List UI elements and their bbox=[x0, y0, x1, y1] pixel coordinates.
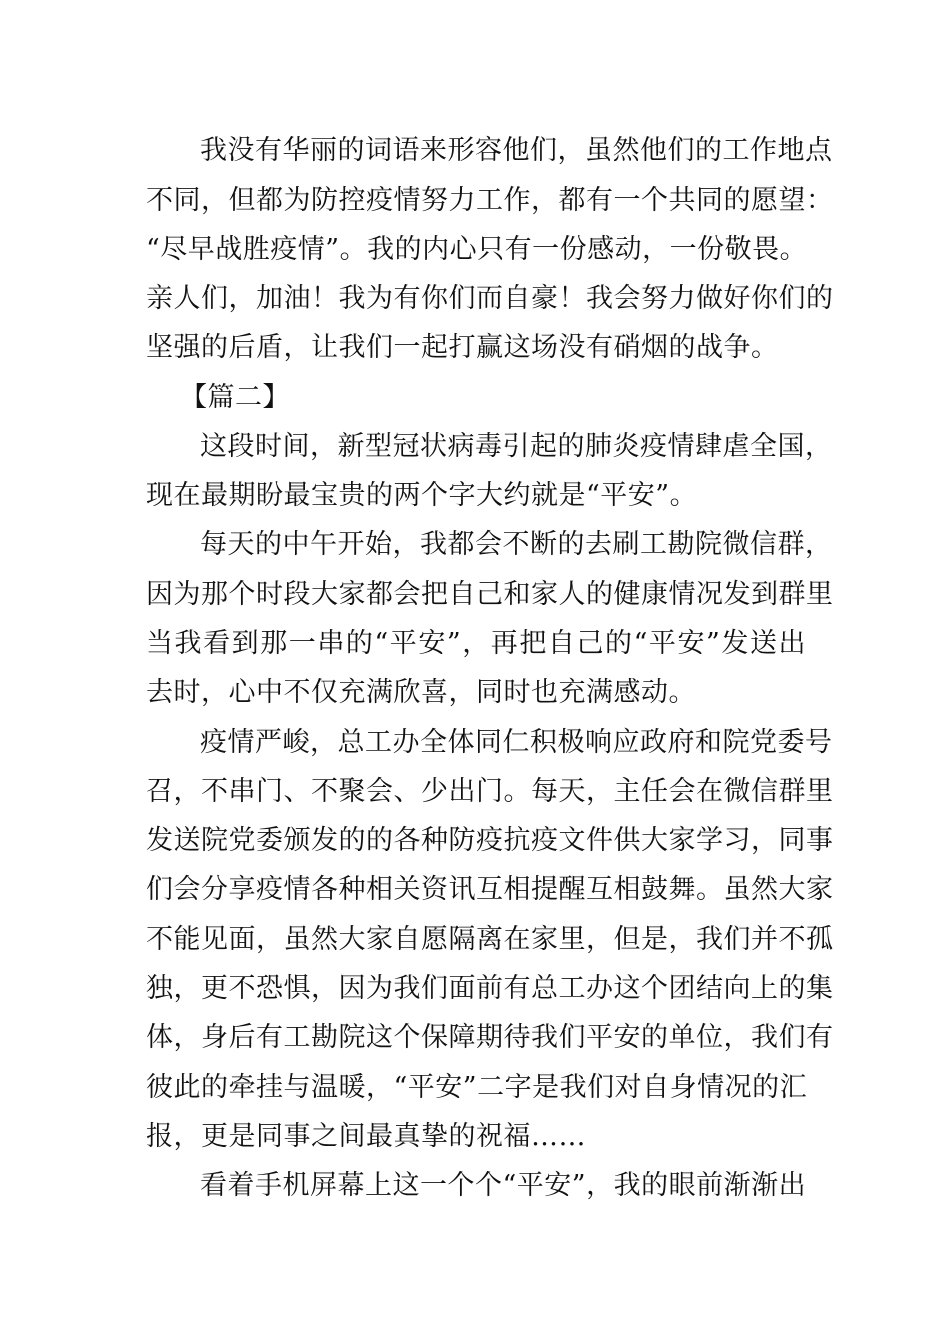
text-line: 亲人们，加油！我为有你们而自豪！我会努力做好你们的 bbox=[146, 283, 834, 314]
text-line: 发送院党委颁发的的各种防疫抗疫文件供大家学习，同事 bbox=[146, 825, 834, 856]
text-line: 我没有华丽的词语来形容他们，虽然他们的工作地点 bbox=[200, 135, 833, 166]
text-line: 因为那个时段大家都会把自己和家人的健康情况发到群里 bbox=[146, 579, 834, 610]
text-line: “尽早战胜疫情”。我的内心只有一份感动，一份敬畏。 bbox=[146, 234, 808, 265]
text-line: 体，身后有工勘院这个保障期待我们平安的单位，我们有 bbox=[146, 1022, 834, 1053]
text-line: 召，不串门、不聚会、少出门。每天，主任会在微信群里 bbox=[146, 776, 834, 807]
text-line: 们会分享疫情各种相关资讯互相提醒互相鼓舞。虽然大家 bbox=[146, 874, 834, 905]
text-line: 坚强的后盾，让我们一起打赢这场没有硝烟的战争。 bbox=[146, 332, 779, 363]
text-line: 不能见面，虽然大家自愿隔离在家里，但是，我们并不孤 bbox=[146, 924, 834, 955]
text-line: 独，更不恐惧，因为我们面前有总工办这个团结向上的集 bbox=[146, 973, 834, 1004]
text-line: 报，更是同事之间最真挚的祝福…… bbox=[146, 1121, 586, 1152]
text-line: 每天的中午开始，我都会不断的去刷工勘院微信群， bbox=[200, 529, 833, 560]
section-heading: 【篇二】 bbox=[180, 382, 290, 413]
text-line: 彼此的牵挂与温暖，“平安”二字是我们对自身情况的汇 bbox=[146, 1072, 808, 1103]
text-line: 这段时间，新型冠状病毒引起的肺炎疫情肆虐全国， bbox=[200, 431, 833, 462]
text-line: 不同，但都为防控疫情努力工作，都有一个共同的愿望： bbox=[146, 185, 834, 216]
text-line: 现在最期盼最宝贵的两个字大约就是“平安”。 bbox=[146, 480, 698, 511]
text-line: 去时，心中不仅充满欣喜，同时也充满感动。 bbox=[146, 677, 696, 708]
text-line: 看着手机屏幕上这一个个“平安”，我的眼前渐渐出 bbox=[200, 1170, 807, 1201]
text-line: 疫情严峻，总工办全体同仁积极响应政府和院党委号 bbox=[200, 727, 833, 758]
text-line: 当我看到那一串的“平安”，再把自己的“平安”发送出 bbox=[146, 628, 806, 659]
